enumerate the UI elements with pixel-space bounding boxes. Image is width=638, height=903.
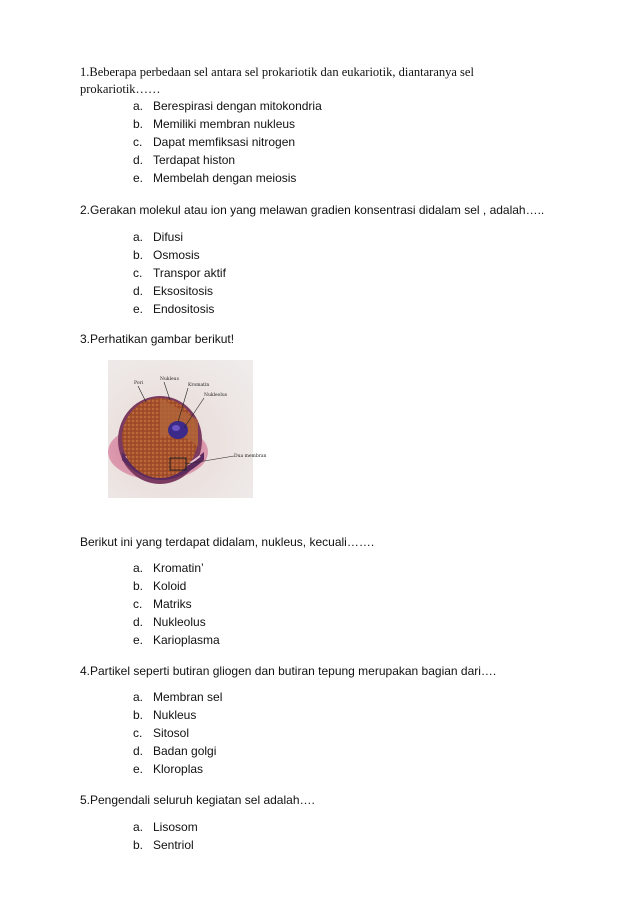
question-4-stem: 4.Partikel seperti butiran gliogen dan butiran tepung merupakan bagian dari…. <box>80 664 497 678</box>
question-2-options <box>133 228 226 318</box>
option-3a: a. Kromatin’ <box>133 561 204 575</box>
option-2b: b. Osmosis <box>133 248 200 262</box>
option-2a: a. Difusi <box>133 230 184 244</box>
question-3-stem: 3.Perhatikan gambar berikut! <box>80 332 235 346</box>
option-1b: b. Memiliki membran nukleus <box>133 117 296 131</box>
option-4e: e. Kloroplas <box>133 762 204 776</box>
question-1-stem: 1.Beberapa perbedaan sel antara sel prokariotik dan eukariotik, diantaranya sel prokariotik…… <box>80 65 474 96</box>
option-5b: b. Sentriol <box>133 838 194 852</box>
option-4a: a. Membran sel <box>133 690 223 704</box>
question-5-stem: 5.Pengendali seluruh kegiatan sel adalah…. <box>80 793 315 807</box>
figure-label-pori: Pori <box>134 381 144 386</box>
figure-label-nukleus: Nukleus <box>160 377 179 382</box>
question-5-options <box>133 818 198 854</box>
option-1d: d. Terdapat histon <box>133 153 236 167</box>
option-3e: e. Karioplasma <box>133 633 220 647</box>
option-3c: c. Matriks <box>133 597 192 611</box>
nucleus-diagram-image <box>108 360 267 498</box>
question-2-stem: 2.Gerakan molekul atau ion yang melawan gradien konsentrasi didalam sel , adalah….. <box>80 203 545 217</box>
option-4b: b. Nukleus <box>133 708 197 722</box>
option-3b: b. Koloid <box>133 579 187 593</box>
option-4d: d. Badan golgi <box>133 744 217 758</box>
option-1a: a. Berespirasi dengan mitokondria <box>133 99 322 113</box>
figure-label-nukleolus: Nukleolus <box>204 393 228 398</box>
question-3-substem: Berikut ini yang terdapat didalam, nukleus, kecuali……. <box>80 535 375 549</box>
option-2e: e. Endositosis <box>133 302 215 316</box>
option-2c: c. Transpor aktif <box>133 266 226 280</box>
option-5a: a. Lisosom <box>133 820 198 834</box>
figure-label-kromatin: Kromatin <box>188 383 210 388</box>
option-2d: d. Eksositosis <box>133 284 214 298</box>
nucleus-figure <box>108 360 267 498</box>
option-1e: e. Membelah dengan meiosis <box>133 171 297 185</box>
question-4-options <box>133 688 222 778</box>
figure-label-dua-membran: Dua membran <box>234 454 267 459</box>
option-4c: c. Sitosol <box>133 726 190 740</box>
question-3-options <box>133 559 220 649</box>
option-1c: c. Dapat memfiksasi nitrogen <box>133 135 296 149</box>
question-1-options <box>133 97 322 187</box>
option-3d: d. Nukleolus <box>133 615 206 629</box>
